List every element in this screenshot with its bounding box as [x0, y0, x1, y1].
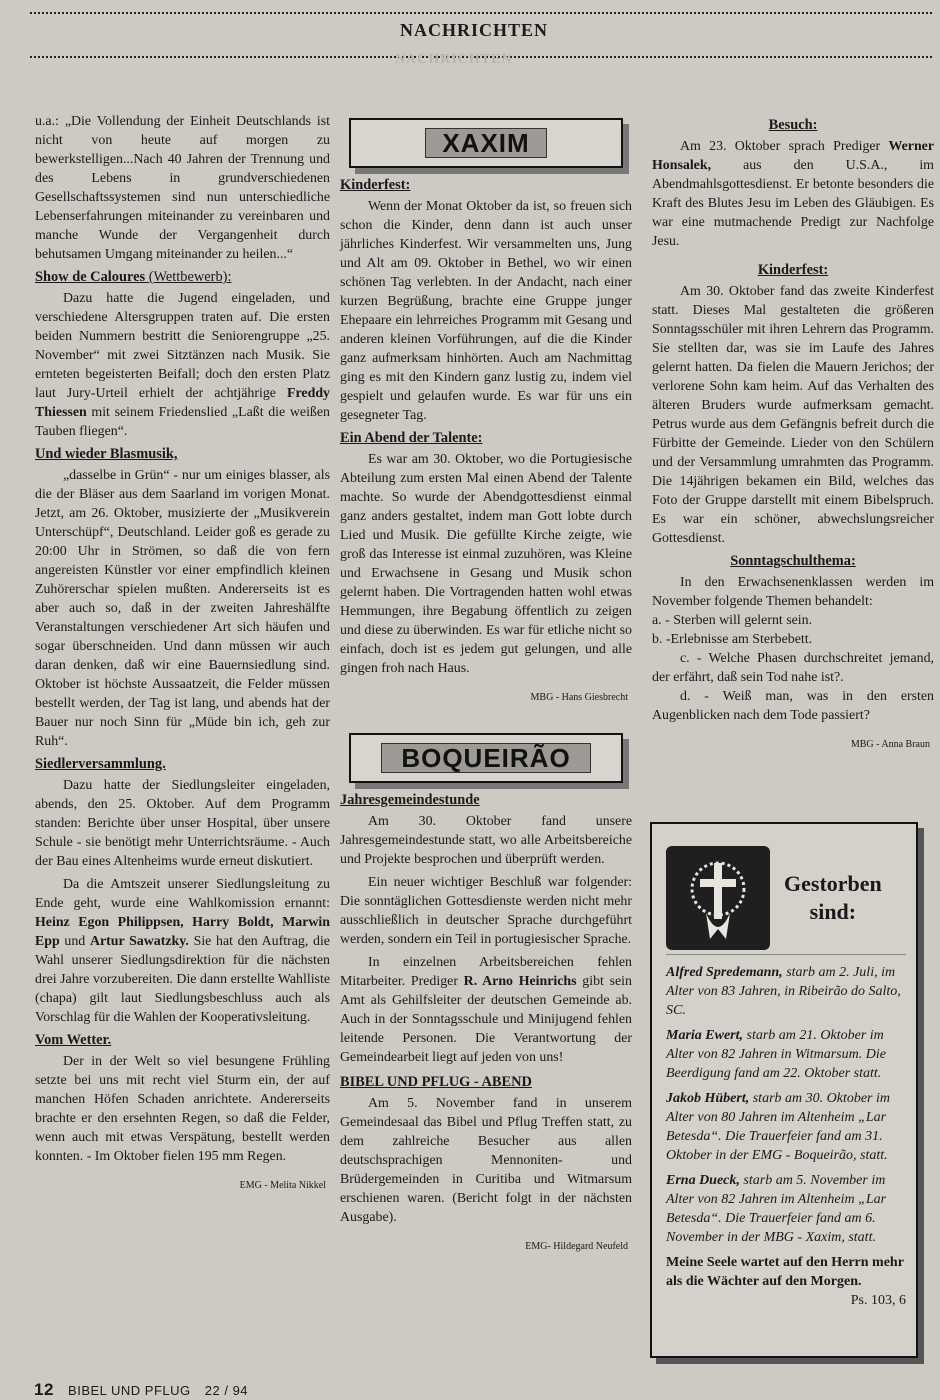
- author-signature: MBG - Anna Braun: [850, 739, 930, 750]
- obituary-entry: Erna Dueck, starb am 5. November im Alter von 82 Jahren im Altenheim „Lar Betesda“. Die Trauerfeier fand am 6. November in der MBG - Xaxim, statt.: [666, 1173, 887, 1245]
- header-rule-top: [30, 12, 932, 14]
- heading-bibel-und-pflug: BIBEL UND PFLUG - ABEND: [340, 1074, 532, 1090]
- heading-blasmusik: Und wieder Blasmusik,: [35, 446, 178, 462]
- article-paragraph: Am 5. November fand in unserem Gemeindesaal das Bibel und Pflug Treffen statt, zu dem zahlreiche Besucher aus allen deutschsprachigen Mennoniten- und Brüdergemeinden in Curitiba und Witmarsum erschienen waren. (Bericht folgt in der nächsten Ausgabe).: [340, 1096, 632, 1225]
- topic-item: b. -Erlebnisse am Sterbebett.: [652, 632, 813, 647]
- obituary-title: Gestorben sind:: [784, 871, 882, 924]
- person-name: Freddy Thiessen: [35, 386, 330, 420]
- obituary-entry: Jakob Hübert, starb am 30. Oktober im Alter von 80 Jahren im Altenheim „Lar Betesda“. Die Trauerfeier fand am 31. Oktober in der EMG - Boqueirão, statt.: [666, 1091, 891, 1163]
- heading-jahresgemeindestunde: Jahresgemeindestunde: [340, 792, 480, 808]
- author-signature: MBG - Hans Giesbrecht: [530, 692, 628, 703]
- article-paragraph: Da die Amtszeit unserer Siedlungsleitung zu Ende geht, wurde eine Wahlkomission ernannt: Heinz Egon Philippsen, Harry Boldt, Marwin Epp und Artur Sawatzky. Sie hat den Auftrag, die Wahl unserer Siedlungsdirektion für die nächsten drei Jahre vorzubereiten. Die dann erstellte Wahlliste (chapa) gilt laut Siedlungsbeschluss auch als Vorschlag für die Wahlen der Kooperativsleitung.: [35, 877, 330, 1025]
- topic-item: a. - Sterben will gelernt sein.: [652, 613, 813, 628]
- topic-item: d. - Weiß man, was in den ersten Augenblicken nach dem Tode passiert?: [652, 689, 934, 723]
- verse-reference: Ps. 103, 6: [850, 1293, 906, 1308]
- article-paragraph: „dasselbe in Grün“ - nur um einiges blasser, als die der Bläser aus dem Saarland im vorigen Monat. Jetzt, am 26. Oktober, musizierte der „Musikverein Unterschüpf“, Deutschland. Leider goß es gerade zu 20:00 Uhr in Strömen, so daß die von fern angereisten Künstler vor einer empfindlich kleinen Zuhörerschar spielen mußten. Andererseits ist es aber auch so, daß in der zweiten Jahreshälfte Veranstaltungen verschiedener Art sich häufen und sogar überschneiden. Und dann müssen wir auch daran denken, daß wir eine Bauernsiedlung sind. Oktober ist höchste Aussaatzeit, die Felder müssen bestellt werden, der Tag ist lang, und abends hat der Bauer nur noch Sinn für „Müde bin ich, geh zur Ruh“.: [35, 468, 330, 749]
- obituary-box: [650, 822, 918, 1358]
- article-paragraph: In einzelnen Arbeitsbereichen fehlen Mitarbeiter. Prediger R. Arno Heinrichs gibt sein Amt als Gehilfsleiter der deutschen Gemeinde ab. Auch in der Sonntagsschule und Minijugend fehlen leitende Personen. Die Verantwortung der Gemeindearbeit liegt auf jeden von uns!: [340, 955, 632, 1065]
- column-right: [652, 112, 934, 754]
- issue-number: 22 / 94: [204, 1383, 249, 1398]
- article-paragraph: Am 23. Oktober sprach Prediger Werner Honsalek, aus den U.S.A., im Abendmahlsgottesdienst. Er betonte besonders die Kraft des Blutes Jesu im Leben des Gläubigen. Es war eine mutmachende Predigt zur Nachfolge Jesu.: [652, 139, 934, 249]
- section-title-bleedthrough: NACHRICHTEN: [395, 52, 513, 67]
- author-signature: EMG- Hildegard Neufeld: [525, 1241, 628, 1252]
- page-number: 12: [34, 1380, 54, 1399]
- heading-show: Show de Caloures (Wettbewerb):: [35, 269, 232, 285]
- obituary-entry: Alfred Spredemann, starb am 2. Juli, im Alter von 83 Jahren, in Ribeirão do Salto, SC.: [666, 965, 901, 1018]
- obituary-entry: Maria Ewert, starb am 21. Oktober im Alter von 82 Jahren in Witmarsum. Die Beerdigung fand am 22. Oktober statt.: [666, 1028, 886, 1081]
- heading-kinderfest: Kinderfest:: [340, 177, 411, 193]
- article-paragraph: Dazu hatte der Siedlungsleiter eingeladen, abends, den 25. Oktober. Auf dem Programm standen: Berichte über unser Hospital, über unsere Schule - sie benötigt mehr Unterrichtsräume. - Auch der Bau eines Altenheims wurde erneut diskutiert.: [35, 778, 330, 869]
- heading-talente: Ein Abend der Talente:: [340, 430, 483, 446]
- article-paragraph: Am 30. Oktober fand unsere Jahresgemeindestunde statt, wo alle Arbeitsbereiche und Projekte besprochen und überprüft werden.: [340, 814, 632, 867]
- heading-kinderfest-2: Kinderfest:: [757, 262, 829, 278]
- heading-siedlerversammlung: Siedlerversammlung.: [35, 756, 166, 772]
- topic-item: c. - Welche Phasen durchschreitet jemand, der erfährt, daß sein Tod nahe ist?.: [652, 651, 934, 685]
- heading-sonntagschulthema: Sonntagschulthema:: [730, 553, 856, 569]
- location-banner-boqueirao: BOQUEIRÃO: [349, 733, 623, 783]
- cross-wreath-icon: [666, 846, 770, 950]
- section-title: NACHRICHTEN: [400, 20, 549, 40]
- article-paragraph: Ein neuer wichtiger Beschluß war folgender: Die sonntäglichen Gottesdienste werden nicht mehr ausschließlich in deutscher Sprache durchgeführt werden, sondern ein Teil in portugiesischer Sprache.: [340, 875, 632, 947]
- author-signature: EMG - Melita Nikkel: [239, 1180, 326, 1191]
- article-paragraph: u.a.: „Die Vollendung der Einheit Deutschlands ist nicht von heute auf morgen zu bewerkstelligen...Nach 40 Jahren der Trennung und des Lebens in grundverschiedenen Gesellschaftssystemen sind nun unterschiedliche Lebenserfahrungen miteinander zu vereinbaren und manche Wunde der Vergangenheit durch behutsamen Umgang miteinander zu heilen...“: [35, 114, 330, 262]
- location-banner-xaxim: XAXIM: [349, 118, 623, 168]
- heading-wetter: Vom Wetter.: [35, 1032, 112, 1048]
- column-middle: [340, 112, 632, 1256]
- article-paragraph: Wenn der Monat Oktober da ist, so freuen sich schon die Kinder, denn dann ist auch unser jährliches Kinderfest. Wir versammelten uns, Jung und Alt am 09. Oktober in Bethel, wo wir einen schönen Tag verlebten. In der Andacht, nach einer kurzen Begrüßung, brachte eine Gruppe junger Ehepaare ein lehrreiches Programm mit Gesang und anderen kleinen Vorführungen, auf die die Kinder ganz aufmerksam hinhörten. Auch am Nachmittag ging es mit den Kindern ganz lustig zu, indem viel gespielt und gelaufen wurde. Es war für uns ein gesegneter Tag.: [340, 199, 632, 423]
- page-footer: [34, 1380, 248, 1400]
- heading-besuch: Besuch:: [768, 117, 818, 133]
- article-paragraph: Es war am 30. Oktober, wo die Portugiesische Abteilung zum ersten Mal einen Abend der Talente machte. So wurde der Abendgottesdienst einmal ganz anders gestaltet, indem man Gott lobte durch Lied und Musik. Die gefüllte Kirche zeigte, wie groß das Interesse ist einmal zuzuhören, was Kleine und Erwachsene in Gesang und Musik schon gelernt haben. Die Vortragenden hatten wohl etwas Hemmungen, ihre Begabung öffentlich zu zeigen und diese zu überwinden. Es war für etliche nicht so einfach, doch ist es jedem gut gelungen, und alle gingen froh nach Haus.: [340, 452, 632, 676]
- publication-name: BIBEL UND PFLUG: [68, 1383, 191, 1398]
- bible-verse: Meine Seele wartet auf den Herrn mehr als die Wächter auf den Morgen. Ps. 103, 6: [666, 1255, 906, 1308]
- article-paragraph: Dazu hatte die Jugend eingeladen, und verschiedene Altersgruppen traten auf. Die ersten beiden Nummern bestritt die Seniorengruppe „25. November“ mit zwei Sitztänzen nach Musik. Sie ernteten begeisterten Beifall; doch den ersten Platz laut Jury-Urteil erhielt der achtjährige Freddy Thiessen mit seinem Friedenslied „Laßt die weißen Tauben fliegen“.: [35, 291, 330, 439]
- article-paragraph: Am 30. Oktober fand das zweite Kinderfest statt. Dieses Mal gestalteten die größeren Sonntagsschüler mit ihren Lehrern das Programm. Sie stellten dar, was sie im Laufe des Jahres gelernt hatten. Da fielen die Mauern Jerichos; der verlorene Sohn kam heim. Auf das Verhalten des älteren Bruders wurde aufmerksam gemacht. Petrus wurde aus dem Gefängnis befreit durch die Fürbitte der Gemeinde. Lieder von den Schülern und der Versammlung umrahmten das Programm. Die 14jährigen bekamen ein Bild, welches das Foto der Gruppe darstellt mit einem Bibelspruch. Es war ein schöner, abwechslungsreicher Gottesdienst.: [652, 284, 934, 546]
- column-left: [35, 112, 330, 1195]
- article-paragraph: Der in der Welt so viel besungene Frühling setzte bei uns mit recht viel Sturm ein, der auf manchen Höfen Schaden anrichtete. Andererseits brachte er den ersehnten Regen, so daß die Felder, wenn auch mit etwas Verspätung, bestellt werden konnten. - Im Oktober fielen 195 mm Regen.: [35, 1054, 330, 1164]
- article-paragraph: In den Erwachsenenklassen werden im November folgende Themen behandelt:: [652, 575, 934, 609]
